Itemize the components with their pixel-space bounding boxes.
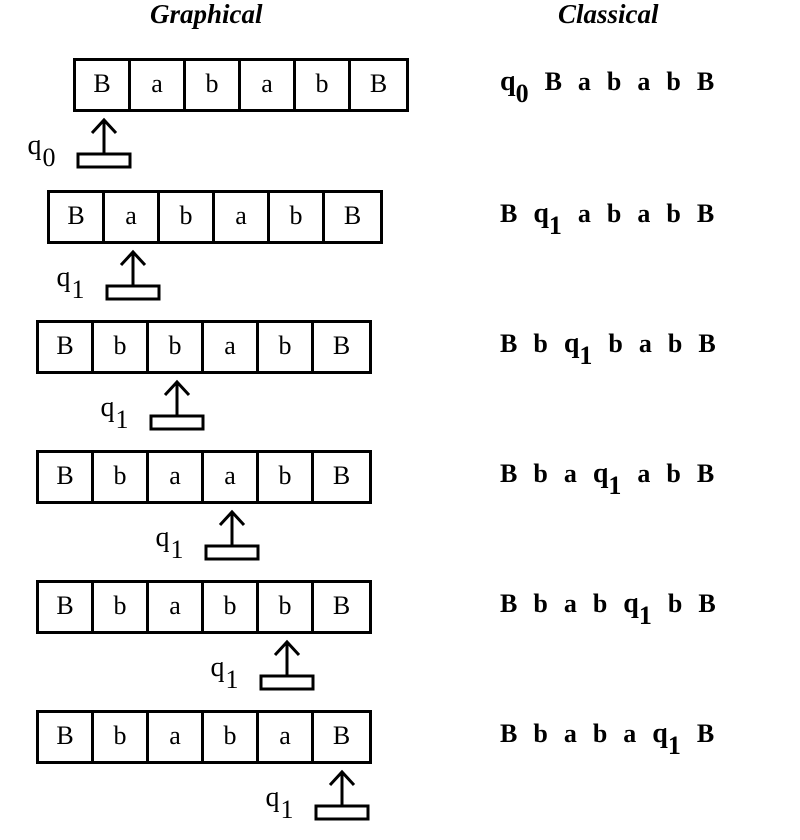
tape-head-arrow-icon xyxy=(203,506,261,562)
tape-cell: b xyxy=(259,323,314,371)
tape-cell: b xyxy=(94,453,149,501)
tape-cell: a xyxy=(259,713,314,761)
classical-configuration xyxy=(500,198,730,240)
config-symbol: B xyxy=(500,589,518,618)
state-letter: q xyxy=(100,392,115,423)
classical-configuration xyxy=(500,718,730,760)
config-symbol: B xyxy=(698,589,716,618)
config-symbol: B xyxy=(696,719,715,748)
config-state xyxy=(623,588,652,630)
config-symbol: b xyxy=(606,199,622,228)
tape-cell: b xyxy=(160,193,215,241)
state-index: 1 xyxy=(170,535,184,564)
config-symbol: b xyxy=(667,329,683,358)
tape-cell: B xyxy=(332,331,351,360)
tape-cell: b xyxy=(259,583,314,631)
tape-head-arrow-icon xyxy=(104,246,162,302)
head-state-label xyxy=(265,782,294,824)
config-state xyxy=(592,458,622,500)
config-symbol: b xyxy=(533,589,548,618)
tape-cell: B xyxy=(39,323,94,371)
config-state xyxy=(533,198,562,240)
config-state-index: 1 xyxy=(638,601,652,630)
config-state-index: 1 xyxy=(667,731,681,760)
head-state-label xyxy=(27,130,56,172)
tape-cell: a xyxy=(204,453,259,501)
tape-cell: a xyxy=(149,713,204,761)
tape xyxy=(36,580,372,634)
tape-cell: B xyxy=(50,193,105,241)
tape-cell: b xyxy=(186,61,241,109)
tape-cell: B xyxy=(343,201,362,230)
tape xyxy=(36,710,372,764)
classical-configuration xyxy=(500,458,730,500)
state-index: 1 xyxy=(225,665,239,694)
tape-cell: a xyxy=(105,193,160,241)
config-state xyxy=(563,328,593,370)
tape-cell: B xyxy=(39,583,94,631)
classical-header: Classical xyxy=(558,0,659,29)
tape xyxy=(73,58,409,112)
state-index: 1 xyxy=(115,405,129,434)
tape-cell: B xyxy=(369,69,388,98)
tape-cell: b xyxy=(259,453,314,501)
config-symbol: b xyxy=(666,67,681,96)
classical-configuration xyxy=(500,66,730,108)
config-state xyxy=(652,718,681,760)
graphical-header: Graphical xyxy=(150,0,263,29)
tape-cell: b xyxy=(94,323,149,371)
tape-cell: b xyxy=(94,583,149,631)
config-symbol: b xyxy=(666,459,681,488)
tape-cell: B xyxy=(39,453,94,501)
tape xyxy=(36,450,372,504)
config-state-letter: q xyxy=(652,718,668,749)
state-letter: q xyxy=(27,130,42,161)
config-symbol: B xyxy=(500,199,518,228)
head-state-label xyxy=(210,652,239,694)
classical-configuration xyxy=(500,328,732,370)
tape-cell: b xyxy=(94,713,149,761)
head-state-label xyxy=(56,262,85,304)
tape-cell: B xyxy=(39,713,94,761)
config-symbol: b xyxy=(533,459,548,488)
tape-head-arrow-icon xyxy=(313,766,371,822)
tape-head-arrow-icon xyxy=(148,376,206,432)
tape-cell: b xyxy=(149,323,204,371)
config-symbol: a xyxy=(577,67,591,96)
config-state xyxy=(500,66,529,108)
configuration-row xyxy=(0,580,800,710)
config-symbol: b xyxy=(533,329,548,358)
config-state-letter: q xyxy=(563,328,580,359)
tape-cell: B xyxy=(332,461,351,490)
config-symbol: B xyxy=(698,329,716,358)
config-symbol: B xyxy=(500,459,518,488)
tape xyxy=(36,320,372,374)
state-index: 0 xyxy=(42,143,56,172)
config-symbol: b xyxy=(667,589,683,618)
config-state-letter: q xyxy=(500,66,516,97)
config-symbol: a xyxy=(563,589,577,618)
tape-head-arrow-icon xyxy=(75,114,133,170)
tape-cell: a xyxy=(204,323,259,371)
state-letter: q xyxy=(155,522,170,553)
configuration-row xyxy=(0,450,800,580)
tape-cell: b xyxy=(204,713,259,761)
config-symbol: a xyxy=(637,67,651,96)
tape-cell: B xyxy=(332,591,351,620)
config-symbol: a xyxy=(638,329,652,358)
tape xyxy=(47,190,383,244)
config-state-index: 1 xyxy=(608,471,622,500)
tape-cell: a xyxy=(131,61,186,109)
config-symbol: B xyxy=(500,329,518,358)
config-symbol: b xyxy=(592,719,608,748)
config-state-index: 1 xyxy=(548,211,562,240)
tape-cell: B xyxy=(332,721,351,750)
config-symbol: b xyxy=(608,329,623,358)
config-symbol: a xyxy=(577,199,591,228)
tape-cell: b xyxy=(296,61,351,109)
config-symbol: B xyxy=(696,459,715,488)
state-letter: q xyxy=(56,262,71,293)
config-state-index: 0 xyxy=(515,79,529,108)
tape-cell: a xyxy=(149,453,204,501)
configuration-row xyxy=(0,58,800,188)
config-symbol: a xyxy=(563,459,577,488)
config-symbol: b xyxy=(666,199,681,228)
config-symbol: a xyxy=(623,719,637,748)
tape-cell: B xyxy=(76,61,131,109)
configuration-row xyxy=(0,190,800,320)
tape-cell: a xyxy=(149,583,204,631)
config-symbol: B xyxy=(696,67,715,96)
config-state-letter: q xyxy=(533,198,549,229)
state-letter: q xyxy=(210,652,225,683)
tape-cell: a xyxy=(215,193,270,241)
config-symbol: a xyxy=(637,199,651,228)
classical-configuration xyxy=(500,588,732,630)
state-index: 1 xyxy=(71,275,85,304)
tape-head-arrow-icon xyxy=(258,636,316,692)
config-symbol: B xyxy=(696,199,715,228)
configuration-row xyxy=(0,710,800,840)
config-symbol: b xyxy=(592,589,608,618)
tape-cell: a xyxy=(241,61,296,109)
head-state-label xyxy=(100,392,129,434)
head-state-label xyxy=(155,522,184,564)
config-symbol: B xyxy=(544,67,562,96)
configuration-row xyxy=(0,320,800,450)
config-symbol: b xyxy=(533,719,548,748)
state-index: 1 xyxy=(280,795,294,824)
tape-cell: b xyxy=(204,583,259,631)
config-state-index: 1 xyxy=(579,341,593,370)
config-symbol: b xyxy=(606,67,622,96)
tape-cell: b xyxy=(270,193,325,241)
config-state-letter: q xyxy=(623,588,639,619)
config-symbol: a xyxy=(637,459,651,488)
config-symbol: B xyxy=(500,719,518,748)
config-state-letter: q xyxy=(592,458,609,489)
state-letter: q xyxy=(265,782,280,813)
config-symbol: a xyxy=(563,719,577,748)
